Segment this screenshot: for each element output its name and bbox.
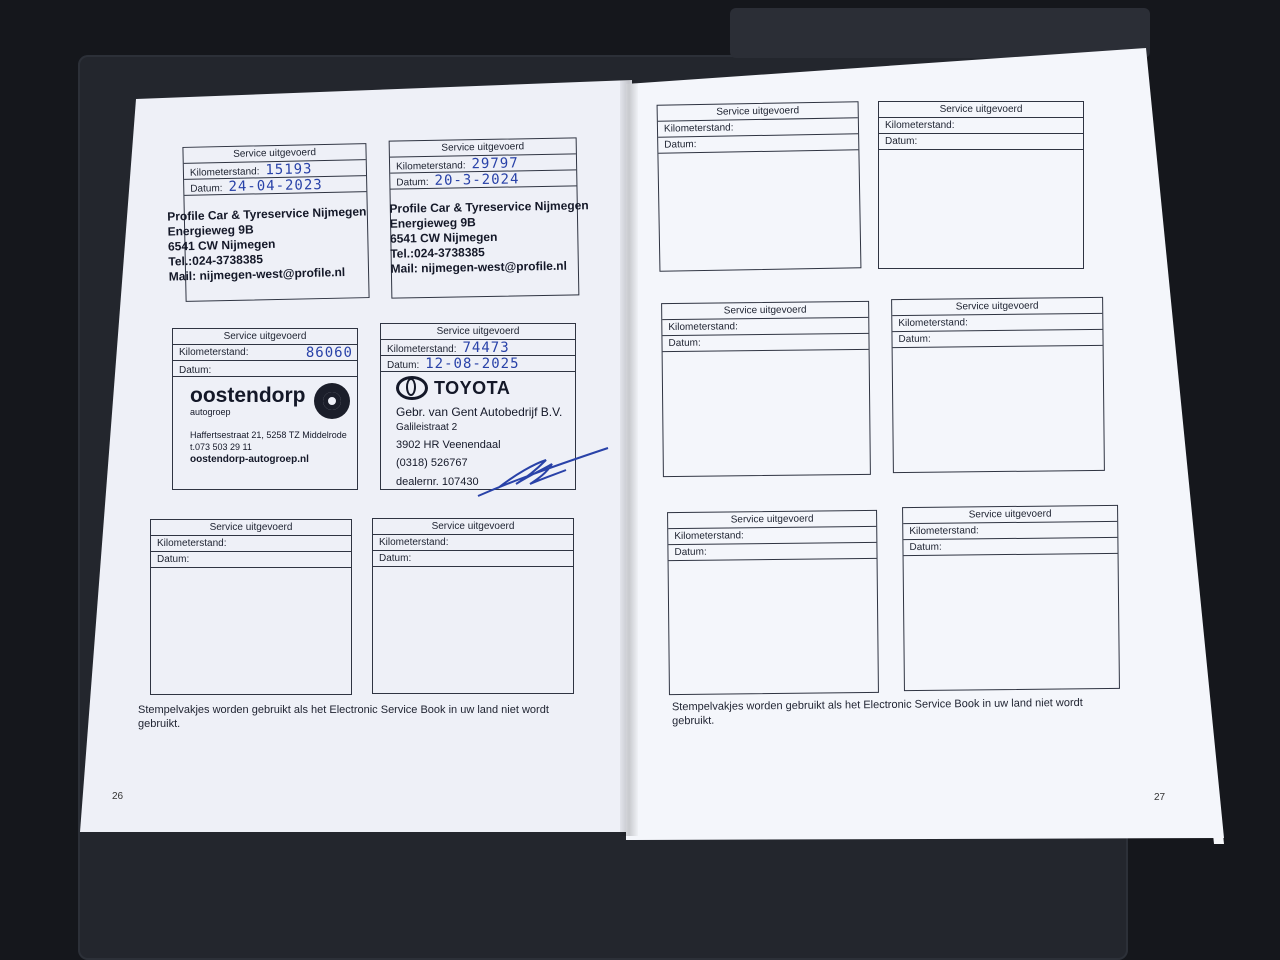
box-header: Service uitgevoerd [662,302,868,320]
mileage-row: Kilometerstand: [903,522,1117,540]
date-row: Datum: 20-3-2024 [390,170,576,189]
date-row: Datum: 12-08-2025 [381,356,575,372]
service-box-6 [372,518,574,694]
box-header: Service uitgevoerd [151,520,351,536]
mileage-value: 74473 [462,340,510,356]
right-page-note: Stempelvakjes worden gebruikt als het Electronic Service Book in uw land niet wordt gebruikt. [671,696,1083,728]
date-value: 20-3-2024 [434,171,520,189]
book-spine [620,80,638,836]
box-header: Service uitgevoerd [390,138,576,157]
box-header: Service uitgevoerd [173,329,357,345]
service-box-9 [661,301,871,477]
page-number-right: 27 [1154,792,1166,803]
page-number-left: 26 [112,791,124,802]
service-box-7 [657,101,862,271]
mileage-row: Kilometerstand: [662,318,868,336]
service-box-5 [150,519,352,695]
mileage-row: Kilometerstand: [879,118,1083,134]
service-box-12 [902,505,1120,691]
date-row: Datum: [173,361,357,377]
date-row: Datum: [879,134,1083,150]
mileage-row: Kilometerstand: [373,535,573,551]
date-row: Datum: [151,552,351,568]
service-box-8 [878,101,1084,269]
mileage-row: Kilometerstand: 29797 [390,154,576,173]
dealer-logo-text: TOYOTA [434,377,511,398]
mileage-value: 86060 [305,345,353,361]
dealer-logo-sub: autogroep [190,407,231,417]
mileage-row: Kilometerstand: 74473 [381,340,575,356]
box-header: Service uitgevoerd [879,102,1083,118]
mileage-row: Kilometerstand: 15193 [184,160,366,180]
date-row: Datum: [658,134,858,153]
mileage-row: Kilometerstand: [892,314,1102,332]
mileage-value: 29797 [471,155,519,173]
box-header: Service uitgevoerd [668,511,876,529]
oostendorp-logo-icon [314,383,350,419]
box-header: Service uitgevoerd [381,324,575,340]
dealer-stamp-2: Profile Car & Tyreservice Nijmegen Energieweg 9B 6541 CW Nijmegen Tel.:024-3738385 Mail: nijmegen-west@profile.nl [389,198,589,276]
date-value: 24-04-2023 [228,177,323,195]
toyota-logo-icon [396,376,428,400]
dealer-stamp-4: TOYOTA Gebr. van Gent Autobedrijf B.V. Galileistraat 2 3902 HR Veenendaal (0318) 526767 dealernr. 107430 [396,377,563,488]
date-row: Datum: [662,334,868,352]
date-row: Datum: [903,538,1117,556]
dealer-logo-text: oostendorp [190,384,306,407]
date-row: Datum: 24-04-2023 [184,176,366,196]
service-box-11 [667,510,879,695]
date-row: Datum: [373,551,573,567]
box-header: Service uitgevoerd [658,102,858,121]
left-page-note: Stempelvakjes worden gebruikt als het Electronic Service Book in uw land niet wordt gebruikt. [138,704,549,730]
box-header: Service uitgevoerd [183,144,365,164]
date-value: 12-08-2025 [425,356,520,372]
date-row: Datum: [892,330,1102,348]
box-header: Service uitgevoerd [373,519,573,535]
dealer-stamp-1: Profile Car & Tyreservice Nijmegen Energieweg 9B 6541 CW Nijmegen Tel.:024-3738385 Mail: nijmegen-west@profile.nl [167,204,367,284]
dealer-stamp-3: oostendorp autogroep Haffertsestraat 21, 5258 TZ Middelrode t.073 503 29 11 oostendorp-autogroep.nl [190,383,350,467]
mileage-row: Kilometerstand: [668,527,876,545]
signature-scribble [476,444,612,500]
mileage-value: 15193 [265,161,313,179]
service-box-10 [891,297,1105,473]
mileage-row: Kilometerstand: 86060 [173,345,357,361]
mileage-row: Kilometerstand: [658,118,858,137]
date-row: Datum: [668,543,876,561]
mileage-row: Kilometerstand: [151,536,351,552]
box-header: Service uitgevoerd [903,506,1117,524]
box-header: Service uitgevoerd [892,298,1102,316]
